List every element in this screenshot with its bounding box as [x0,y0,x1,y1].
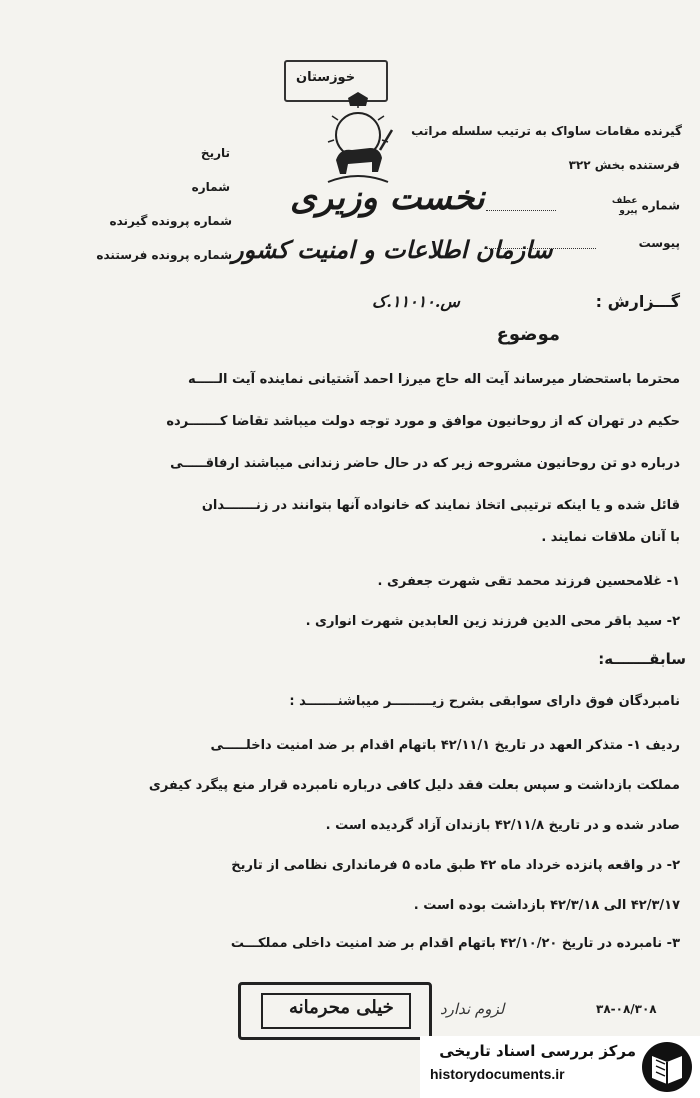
recipient-label: گیرنده [644,124,682,138]
archive-url: historydocuments.ir [430,1066,565,1082]
paragraph-line: قائل شده و یا اینکه ترتیبی اتخاذ نمایند که خانواده آنها بتوانند در زنـــــــدان [201,498,680,513]
office-title: نخست وزیری [290,178,485,218]
organization-subtitle: سازمان اطلاعات و امنیت کشور [232,235,553,264]
recipient-row [400,124,682,138]
background-line: ۳- نامبرده در تاریخ ۴۲/۱۰/۲۰ باتهام اقدام بر ضد امنیت داخلی مملکـــت [230,936,680,951]
list-item: ۲- سید باقر محی الدین فرزند زین العابدین شهرت انواری . [305,614,680,629]
attachment-label: پیوست [638,236,680,250]
background-label: سابقـــــــه: [598,650,686,668]
list-item: ۱- غلامحسین فرزند محمد تقی شهرت جعفری . [377,574,680,589]
receiver-file-label: شماره پرونده گیرنده [109,214,232,228]
footer-code: ۳۸-۰۸/۳۰۸ [596,1002,657,1016]
recipient-value: مقامات ساواک به ترتیب سلسله مراتب [411,124,640,138]
background-intro: نامبردگان فوق دارای سوابقی بشرح زیـــــــــر میباشنـــــــد : [289,694,680,709]
classification-stamp [238,982,432,1040]
background-line: صادر شده و در تاریخ ۴۲/۱۱/۸ بازندان آزاد گردیده است . [325,818,680,833]
number-row [560,196,680,216]
archive-book-icon [640,1040,694,1094]
sender-file-label: شماره پرونده فرستنده [96,248,232,262]
reference-code: س.۱۱۰۱۰.ک [372,292,460,311]
handwritten-note: لزوم ندارد [440,1000,505,1018]
background-line: مملکت بازداشت و سپس بعلت فقد دلیل کافی درباره نامبرده قرار منع پیگرد کیفری [148,778,680,793]
date-label: تاریخ [200,146,230,160]
background-line: ردیف ۱- متذکر العهد در تاریخ ۴۲/۱۱/۱ باتهام اقدام بر ضد امنیت داخلـــــی [210,738,680,753]
number-sub-ref: عطف [611,196,638,206]
report-label: گـــزارش : [595,292,680,311]
subject-label: موضوع [496,324,560,345]
classification-text: خیلی محرمانه [289,997,394,1018]
paragraph-line: حکیم در تهران که از روحانیون موافق و مورد توجه دولت میباشد تقاضا کـــــــرده [166,414,680,429]
archive-title: مرکز بررسی اسناد تاریخی [439,1042,636,1060]
province-stamp: خوزستان [284,60,388,102]
sender-value: بخش ۳۲۲ [568,158,625,172]
paragraph-line: درباره دو تن روحانیون مشروحه زیر که در حال حاضر زندانی میباشند ارفاقـــــی [170,456,680,471]
sender-label: فرستنده [629,158,680,172]
number-label: شماره [641,198,680,213]
background-line: ۴۲/۳/۱۷ الی ۴۲/۳/۱۸ بازداشت بوده است . [413,898,680,913]
archive-logo [420,1036,700,1098]
paragraph-line: با آنان ملاقات نمایند . [541,530,680,545]
lion-and-sun-emblem [318,90,398,190]
number-left-label: شماره [191,180,230,194]
number-sub-follow: پیرو [619,206,638,216]
paragraph-line: محترما باستحضار میرساند آیت اله حاج میرزا احمد آشتیانی نماینده آیت الـــــه [188,372,680,387]
background-line: ۲- در واقعه پانزده خرداد ماه ۴۲ طبق ماده ۵ فرمانداری نظامی از تاریخ [231,858,680,873]
sender-row [470,158,680,172]
